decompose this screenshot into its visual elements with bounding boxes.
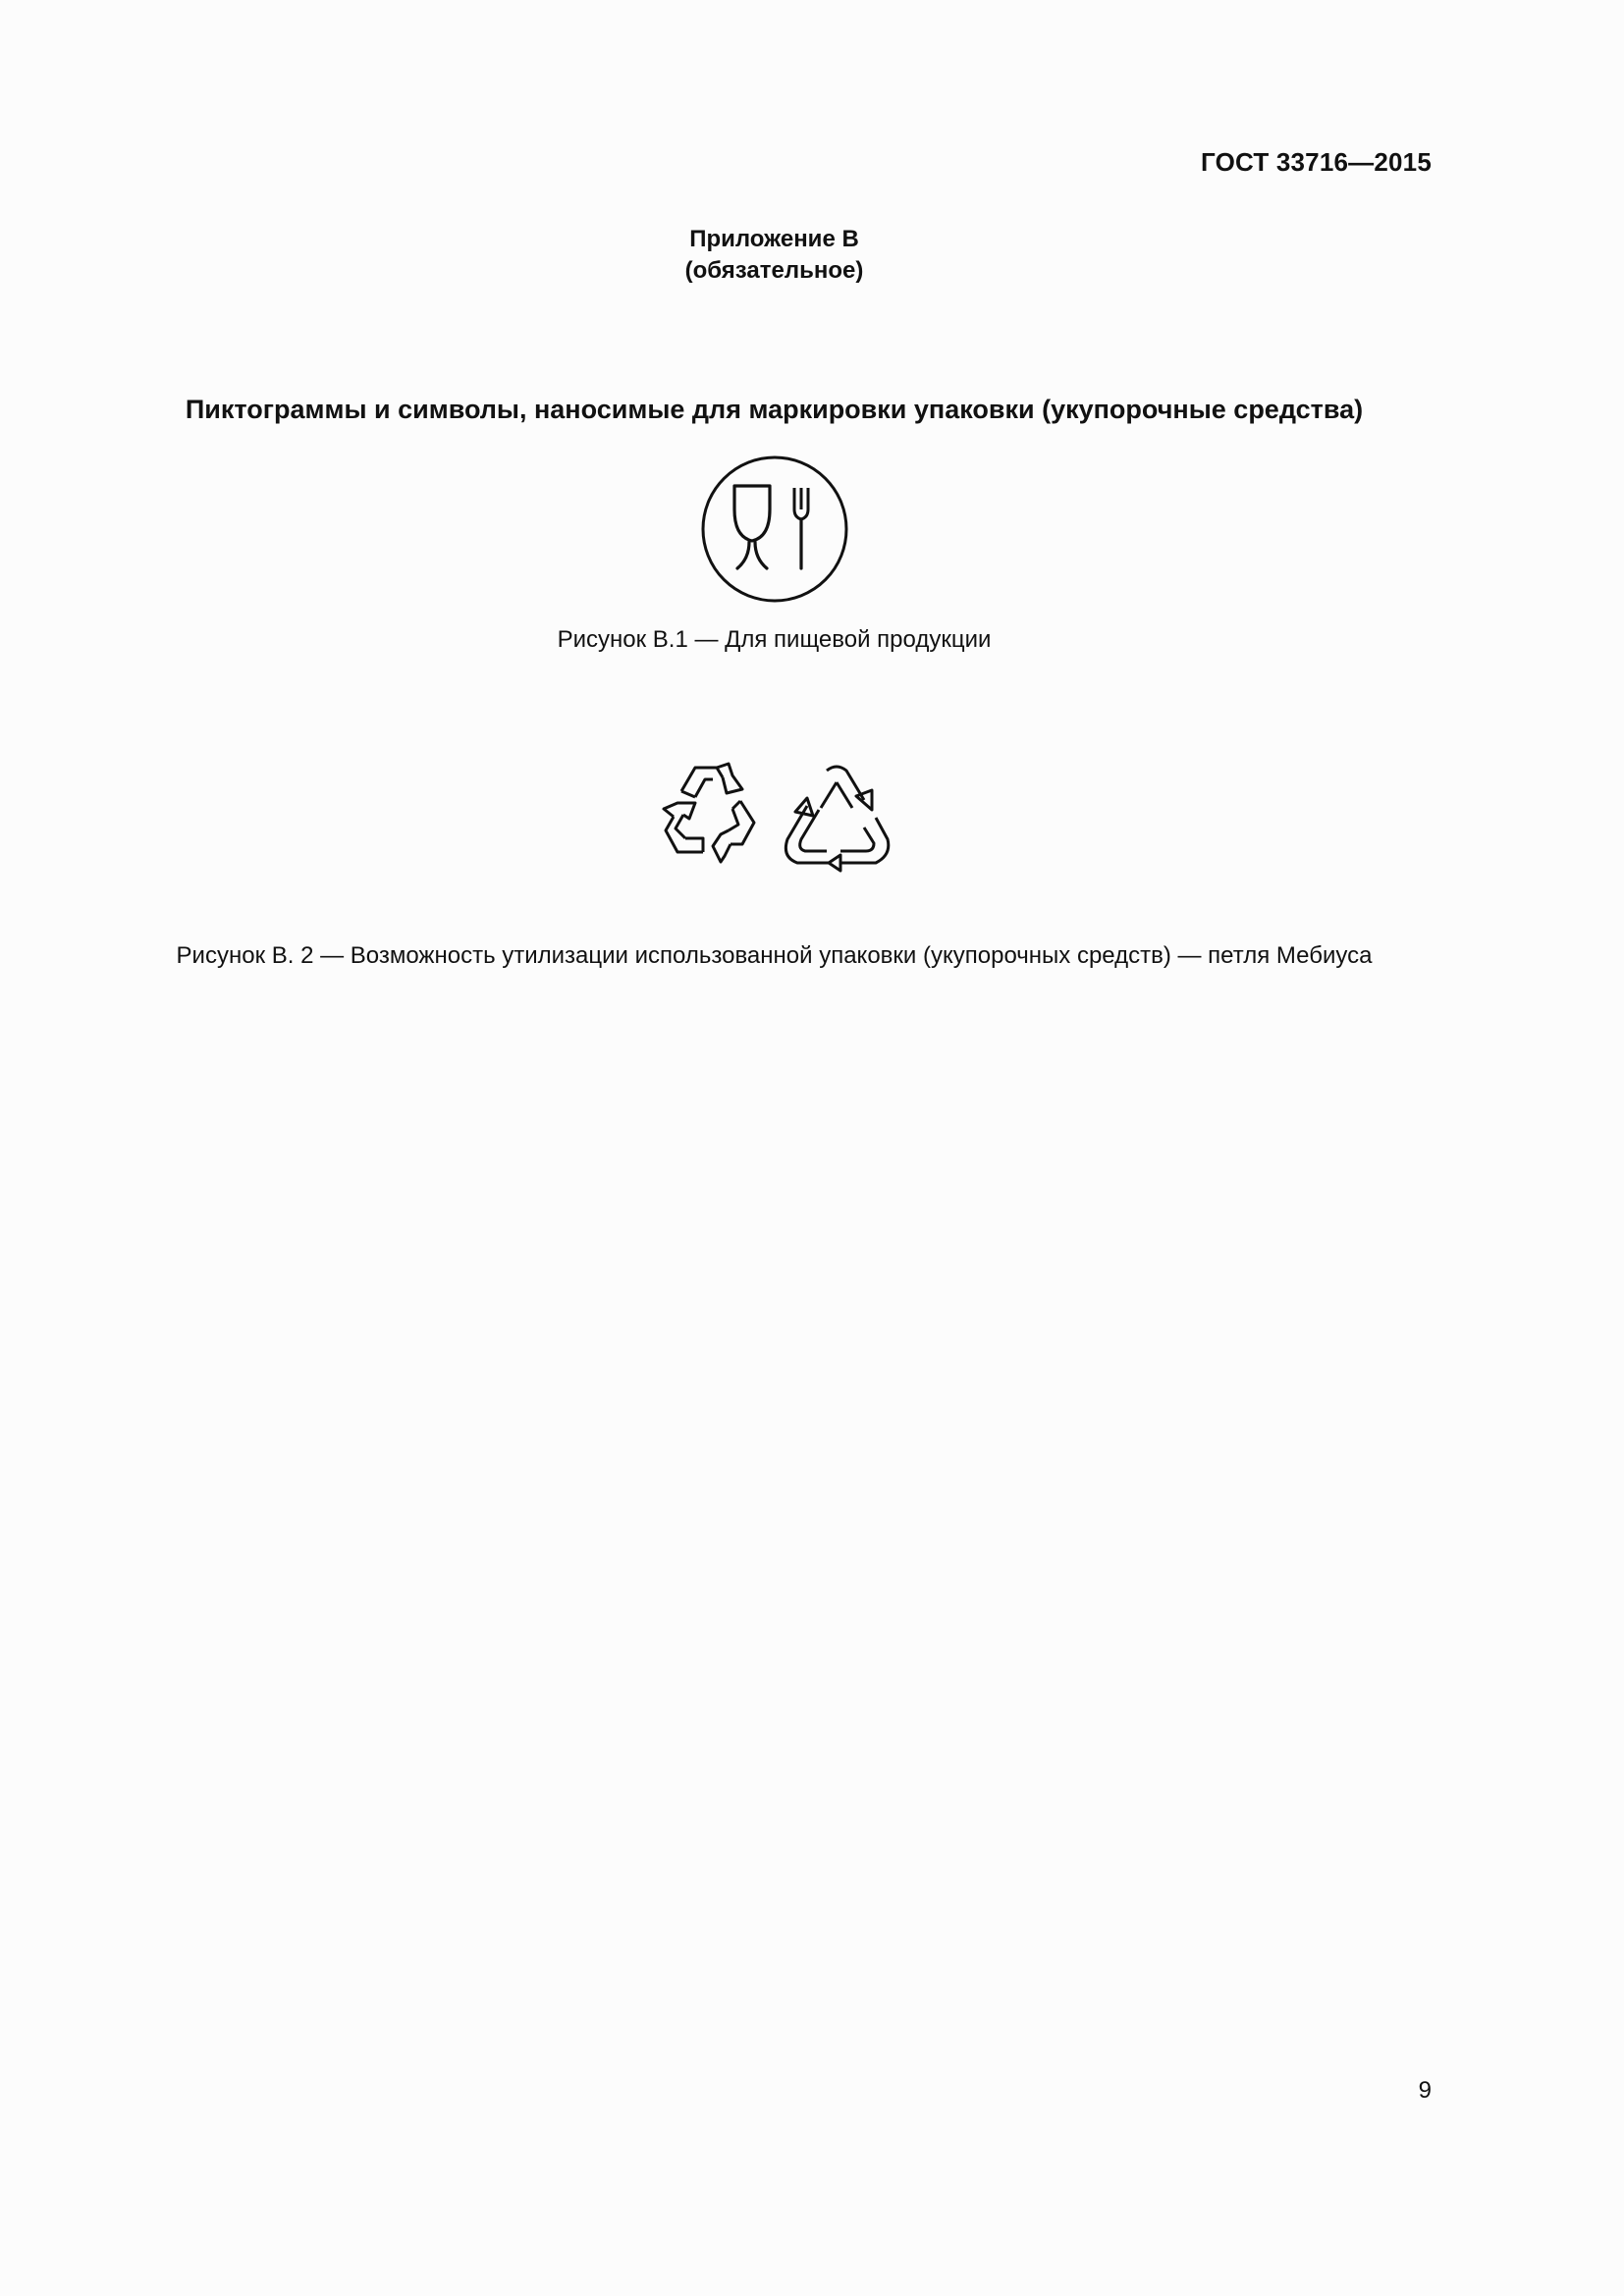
mobius-loop-icon — [782, 761, 892, 875]
section-title: Пиктограммы и символы, наносимые для маркировки упаковки (укупорочные средства) — [185, 395, 1364, 424]
document-id: ГОСТ 33716—2015 — [1201, 147, 1432, 177]
figure-caption-1: Рисунок В.1 — Для пищевой продукции — [557, 626, 992, 653]
appendix-heading — [0, 224, 1548, 287]
glass-fork-icon — [700, 454, 849, 604]
appendix-title: Приложение В — [689, 226, 859, 252]
appendix-status: (обязательное) — [684, 257, 864, 284]
figure-caption-2: Рисунок В. 2 — Возможность утилизации использованной упаковки (укупорочных средств) — петля Мебиуса — [176, 942, 1373, 969]
page-number: 9 — [1418, 2077, 1432, 2104]
recycling-arrows-icon — [656, 758, 774, 876]
